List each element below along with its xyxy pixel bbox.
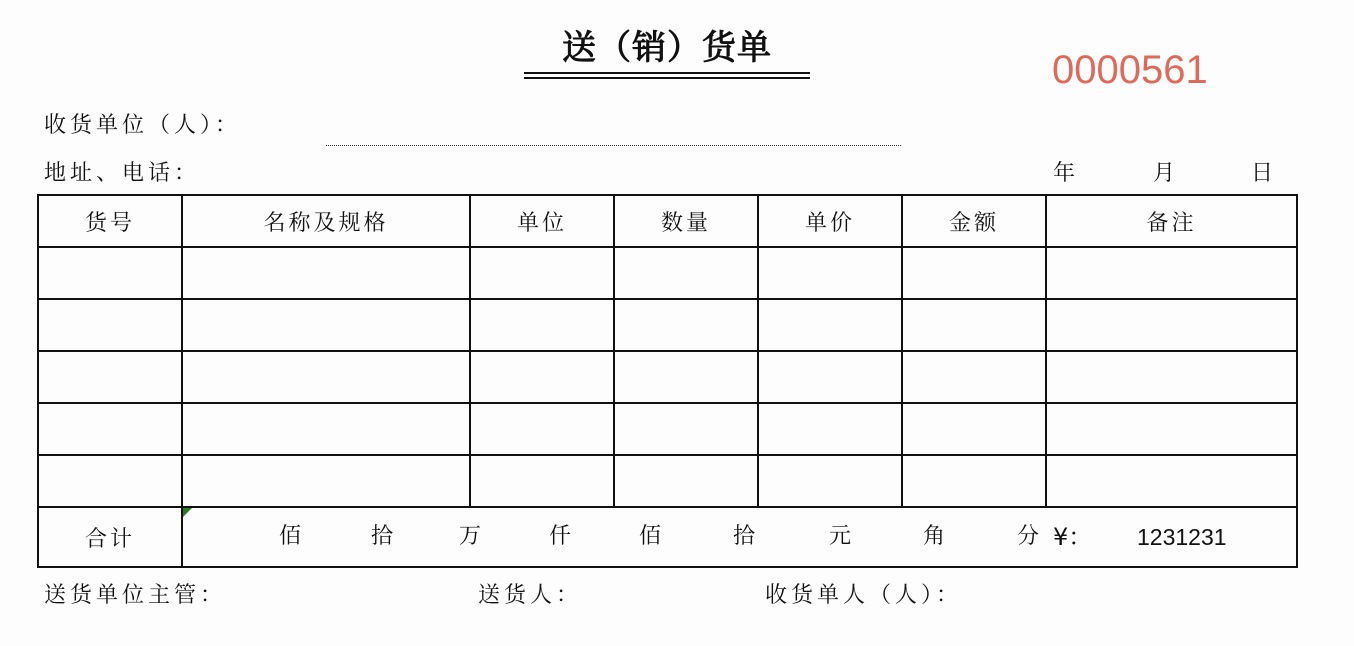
table-cell[interactable]	[182, 455, 470, 507]
cell-corner-marker	[183, 508, 192, 517]
table-cell[interactable]	[38, 351, 182, 403]
table-cell[interactable]	[758, 299, 902, 351]
table-cell[interactable]	[470, 351, 614, 403]
table-cell[interactable]	[614, 403, 758, 455]
table-cell[interactable]	[902, 403, 1046, 455]
table-cell[interactable]	[902, 351, 1046, 403]
yen-symbol: ¥：	[1053, 523, 1093, 551]
unit-ten-thousand-tens: 拾	[371, 524, 394, 549]
column-header-quantity: 数量	[614, 195, 758, 247]
table-cell[interactable]	[614, 299, 758, 351]
unit-hundred-thousand: 佰	[279, 524, 302, 549]
supervisor-label: 送货单位主管：	[44, 583, 227, 608]
table-cell[interactable]	[182, 299, 470, 351]
table-header-row	[38, 195, 1297, 247]
unit-jiao: 角	[923, 524, 946, 549]
table-row	[38, 455, 1297, 507]
table-row	[38, 403, 1297, 455]
table-cell[interactable]	[470, 455, 614, 507]
table-row	[38, 247, 1297, 299]
year-label: 年	[1053, 161, 1076, 186]
table-cell[interactable]	[38, 247, 182, 299]
unit-hundred: 佰	[639, 524, 662, 549]
column-header-unit: 单位	[470, 195, 614, 247]
column-header-remarks: 备注	[1046, 195, 1297, 247]
table-cell[interactable]	[758, 351, 902, 403]
table-cell[interactable]	[470, 299, 614, 351]
day-label: 日	[1251, 161, 1274, 186]
table-cell[interactable]	[1046, 403, 1297, 455]
unit-thousand: 仟	[549, 524, 572, 549]
table-cell[interactable]	[614, 351, 758, 403]
total-value: 1231231	[1137, 524, 1227, 550]
receiver-fill-line[interactable]	[326, 145, 901, 146]
deliverer-label: 送货人：	[478, 583, 583, 608]
table-cell[interactable]	[38, 299, 182, 351]
table-cell[interactable]	[1046, 351, 1297, 403]
column-header-amount: 金额	[902, 195, 1046, 247]
table-cell[interactable]	[1046, 455, 1297, 507]
unit-yuan: 元	[829, 524, 852, 549]
total-label: 合计	[38, 507, 182, 567]
total-amount-cell[interactable]	[182, 507, 1297, 567]
column-header-name-spec: 名称及规格	[182, 195, 470, 247]
table-cell[interactable]	[182, 351, 470, 403]
table-cell[interactable]	[1046, 247, 1297, 299]
column-header-unit-price: 单价	[758, 195, 902, 247]
table-cell[interactable]	[182, 403, 470, 455]
document-title: 送（销）货单	[562, 28, 772, 68]
table-row	[38, 351, 1297, 403]
month-label: 月	[1153, 161, 1176, 186]
table-cell[interactable]	[614, 247, 758, 299]
table-cell[interactable]	[902, 247, 1046, 299]
table-cell[interactable]	[902, 299, 1046, 351]
table-row	[38, 299, 1297, 351]
title-underline	[524, 72, 810, 74]
table-cell[interactable]	[758, 403, 902, 455]
table-cell[interactable]	[902, 455, 1046, 507]
title-underline-second	[524, 77, 810, 79]
total-row	[38, 507, 1297, 567]
table-cell[interactable]	[758, 455, 902, 507]
table-cell[interactable]	[38, 403, 182, 455]
unit-fen: 分	[1017, 524, 1040, 549]
column-header-item-no: 货号	[38, 195, 182, 247]
table-cell[interactable]	[470, 247, 614, 299]
table-cell[interactable]	[470, 403, 614, 455]
unit-ten-thousand: 万	[459, 524, 482, 549]
table-cell[interactable]	[614, 455, 758, 507]
table-cell[interactable]	[758, 247, 902, 299]
goods-table	[37, 194, 1298, 568]
table-cell[interactable]	[182, 247, 470, 299]
table-cell[interactable]	[1046, 299, 1297, 351]
receiver-label: 收货单位（人）：	[44, 113, 242, 138]
serial-number: 0000561	[1052, 48, 1208, 92]
table-cell[interactable]	[38, 455, 182, 507]
receiver-signature-label: 收货单人（人）：	[765, 583, 963, 608]
unit-ten: 拾	[733, 524, 756, 549]
address-phone-label: 地址、电话：	[44, 161, 201, 186]
